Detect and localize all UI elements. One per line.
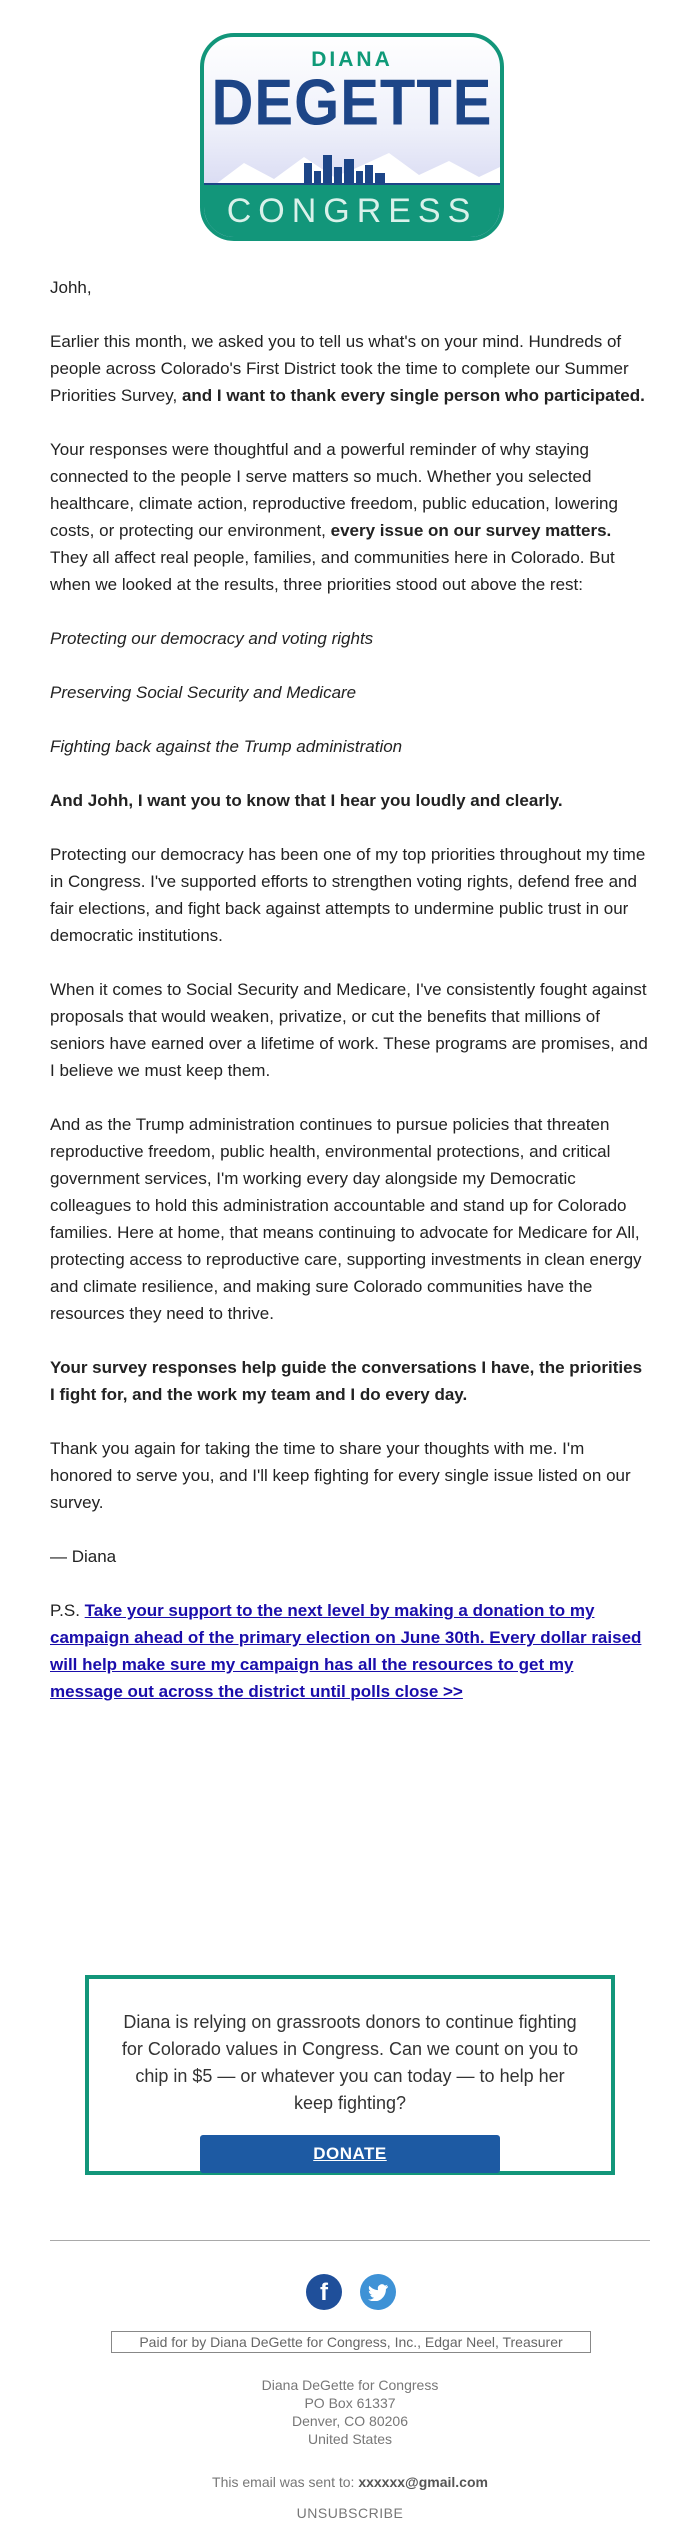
logo-banner-text: CONGRESS	[226, 192, 478, 230]
priority-item: Preserving Social Security and Medicare	[50, 683, 357, 702]
logo-first-name: DIANA	[311, 48, 393, 71]
social-security-paragraph: When it comes to Social Security and Medicare, I've consistently fought against proposals that would weaken, privatize, or cut the benefits that millions of seniors have earned over a lifetime of work. These programs are promises, and I believe we must keep them.	[50, 980, 648, 1080]
social-links	[306, 2274, 396, 2312]
intro-paragraph	[50, 328, 650, 409]
facebook-icon[interactable]: f	[306, 2274, 342, 2310]
responses-text-b: They all affect real people, families, and communities here in Colorado. But when we looked at the results, three priorities stood out above the rest:	[50, 548, 615, 594]
donate-box	[85, 1975, 615, 2175]
responses-bold-text: every issue on our survey matters.	[330, 521, 612, 540]
ps-paragraph	[50, 1597, 650, 1705]
thanks-paragraph: Thank you again for taking the time to share your thoughts with me. I'm honored to serve you, and I'll keep fighting for every single issue listed on our survey.	[50, 1439, 631, 1512]
mailing-address	[0, 2376, 700, 2448]
democracy-paragraph: Protecting our democracy has been one of my top priorities throughout my time in Congress. I've supported efforts to strengthen voting rights, defend free and fair elections, and fight back against attempts to undermine public trust in our democratic institutions.	[50, 845, 646, 945]
hear-you-paragraph: And Johh, I want you to know that I hear you loudly and clearly.	[50, 791, 563, 810]
campaign-logo	[200, 33, 504, 241]
recipient-email: xxxxxx@gmail.com	[358, 2474, 488, 2490]
ps-prefix: P.S.	[50, 1601, 85, 1620]
responses-text-a: Your responses were thoughtful and a powerful reminder of why staying connected to the people I serve matters so much. Whether you selected healthcare, climate action, reproductive freedom, public education, lowering costs, or protecting our environment,	[50, 440, 618, 540]
address-line: Diana DeGette for Congress	[261, 2377, 439, 2393]
footer-divider	[50, 2240, 650, 2241]
ps-donate-link[interactable]: Take your support to the next level by making a donation to my campaign ahead of the primary election on June 30th. Every dollar raised will help make sure my campaign has all the resources to get my message out across the district until polls close >>	[50, 1601, 642, 1701]
paid-for-disclaimer: Paid for by Diana DeGette for Congress, Inc., Edgar Neel, Treasurer	[111, 2331, 591, 2353]
address-line: PO Box 61337	[304, 2395, 396, 2411]
logo-last-name: DEGETTE	[211, 66, 493, 139]
twitter-bird-icon	[368, 2284, 388, 2301]
responses-paragraph	[50, 436, 650, 598]
intro-text: Earlier this month, we asked you to tell us what's on your mind. Hundreds of people across Colorado's First District took the time to complete our Summer Priorities Survey,	[50, 332, 629, 405]
donate-button[interactable]: DONATE	[200, 2135, 500, 2173]
email-body	[0, 274, 700, 1705]
recipient-notice	[0, 2474, 700, 2490]
logo-banner	[204, 185, 500, 237]
address-line: United States	[307, 2431, 393, 2447]
greeting: Johh,	[50, 278, 92, 297]
unsubscribe-link[interactable]: UNSUBSCRIBE	[296, 2505, 404, 2521]
priority-item: Fighting back against the Trump administration	[50, 737, 403, 756]
donate-appeal-text: Diana is relying on grassroots donors to continue fighting for Colorado values in Congress. Can we count on you to chip in $5 — or whatever you can today — to help her keep fighting?	[121, 2012, 579, 2113]
recipient-prefix: This email was sent to:	[212, 2474, 359, 2490]
address-line: Denver, CO 80206	[292, 2413, 408, 2429]
intro-bold-text: and I want to thank every single person who participated.	[181, 386, 645, 405]
header	[0, 0, 700, 260]
signoff: — Diana	[50, 1547, 117, 1566]
trump-paragraph: And as the Trump administration continues to pursue policies that threaten reproductive freedom, public health, environmental protections, and critical government services, I'm working every day alongside my Democratic colleagues to hold this administration accountable and stand up for Colorado families. Here at home, that means continuing to advocate for Medicare for All, protecting access to reproductive care, supporting investments in clean energy and climate resilience, and making sure Colorado communities have the resources they need to thrive.	[50, 1115, 642, 1323]
priority-item: Protecting our democracy and voting rights	[50, 629, 374, 648]
twitter-icon[interactable]	[360, 2274, 396, 2310]
survey-bold-paragraph: Your survey responses help guide the conversations I have, the priorities I fight for, and the work my team and I do every day.	[50, 1358, 643, 1404]
